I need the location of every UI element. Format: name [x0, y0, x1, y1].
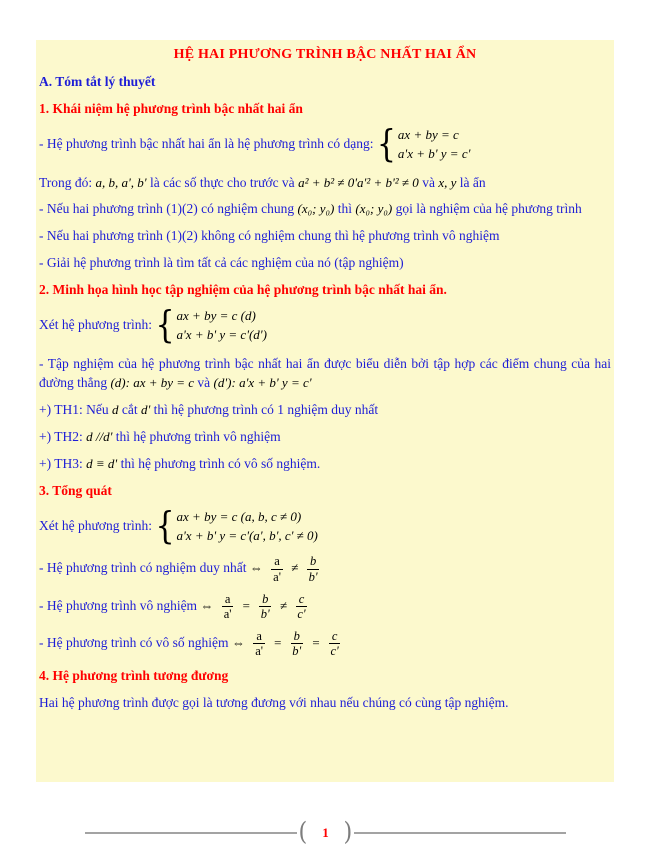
paragraph: [39, 72, 611, 91]
math-segment: ≠: [276, 597, 291, 613]
text-segment: gọi là nghiệm của hệ phương trình: [392, 201, 582, 217]
math-segment: ⇔: [231, 634, 249, 650]
paragraph: [39, 554, 611, 584]
page-footer: [0, 817, 651, 846]
equation-line: ax + by = c (a, b, c ≠ 0): [176, 509, 302, 525]
paragraph: [39, 253, 611, 272]
footer-bracket-right-icon: ): [343, 817, 353, 846]
math-segment: =: [308, 634, 324, 650]
paragraph: [39, 122, 611, 167]
footer-line-left: [85, 832, 297, 834]
text-segment: 1. Khái niệm hệ phương trình bậc nhất hai ẩn: [39, 100, 303, 116]
paragraph: [39, 99, 611, 118]
paragraph: [39, 400, 611, 419]
paragraph: [39, 427, 611, 446]
text-segment: 3. Tổng quát: [39, 482, 112, 498]
text-segment: 2. Minh họa hình học tập nghiệm của hệ phương trình bậc nhất hai ẩn.: [39, 281, 447, 297]
text-segment: Hai hệ phương trình được gọi là tương đương với nhau nếu chúng có cùng tập nghiệm.: [39, 694, 509, 710]
math-segment: d: [111, 401, 119, 417]
text-segment: thì hệ phương trình có 1 nghiệm duy nhất: [150, 401, 379, 417]
math-segment: =: [270, 634, 286, 650]
equation-line: ax + by = c: [397, 127, 459, 143]
fraction-denominator: a': [255, 644, 263, 659]
paragraph: [39, 666, 611, 685]
math-segment: a, b, a', b': [95, 174, 147, 190]
text-segment: - Nếu hai phương trình (1)(2) không có nghiệm chung thì hệ phương trình vô nghiệm: [39, 228, 500, 244]
fraction-numerator: a: [253, 629, 265, 644]
paragraph: [39, 354, 611, 393]
math-segment: (x₀; y₀): [297, 201, 335, 217]
text-segment: +) TH1: Nếu: [39, 401, 112, 417]
text-segment: - Tập nghiệm của hệ phương trình bậc nhất hai ẩn được biểu diễn bởi tập hợp các điểm chung của hai đường thẳng: [39, 355, 611, 390]
fraction: [258, 592, 273, 622]
fraction: [289, 629, 304, 659]
equation-lines: [177, 307, 267, 345]
paragraph: [39, 592, 611, 622]
text-segment: thì: [334, 201, 356, 217]
fraction-denominator: a': [273, 569, 281, 584]
math-segment: (d'): a'x + b' y = c': [213, 374, 312, 390]
fraction-numerator: b: [259, 592, 271, 607]
fraction-numerator: a: [222, 592, 234, 607]
text-segment: 4. Hệ phương trình tương đương: [39, 668, 229, 684]
fraction-denominator: b': [260, 607, 270, 621]
paragraph: [39, 226, 611, 245]
math-segment: ⇔: [200, 597, 217, 613]
math-segment: d //d': [86, 428, 113, 444]
text-segment: - Nếu hai phương trình (1)(2) có nghiệm chung: [39, 201, 298, 217]
text-segment: - Hệ phương trình có vô số nghiệm: [39, 634, 232, 650]
text-segment: Xét hệ phương trình:: [39, 518, 156, 534]
document-body: [39, 72, 611, 712]
math-segment: (d): ax + by = c: [110, 374, 195, 390]
paragraph: [39, 303, 611, 348]
fraction: [221, 592, 235, 622]
fraction: [252, 629, 266, 659]
text-segment: +) TH2:: [39, 428, 87, 444]
equation-lines: [398, 126, 470, 164]
document-title: HỆ HAI PHƯƠNG TRÌNH BẬC NHẤT HAI ẨN: [173, 47, 477, 62]
equation-line: a'x + b' y = c'(a', b', c' ≠ 0): [176, 528, 318, 544]
math-segment: d ≡ d': [86, 455, 118, 471]
fraction: [294, 592, 308, 622]
paragraph: [39, 504, 611, 549]
paragraph: [39, 454, 611, 473]
fraction-denominator: c': [330, 644, 339, 659]
fraction-denominator: c': [297, 607, 306, 621]
text-segment: Trong đó:: [39, 174, 96, 190]
text-segment: là các số thực cho trước và: [146, 174, 299, 190]
paragraph: [39, 481, 611, 500]
equation-system: [376, 122, 471, 167]
fraction-numerator: b: [307, 554, 319, 569]
paragraph: [39, 173, 611, 192]
math-segment: d': [140, 401, 151, 417]
fraction-denominator: a': [223, 607, 232, 621]
fraction-numerator: b: [291, 629, 303, 644]
fraction-denominator: b': [308, 569, 318, 584]
brace-icon: {: [155, 504, 175, 549]
fraction-denominator: b': [292, 644, 302, 659]
text-segment: +) TH3:: [39, 455, 87, 471]
fraction-numerator: c: [296, 592, 308, 607]
math-segment: =: [238, 597, 254, 613]
text-segment: và: [194, 374, 214, 390]
text-segment: Xét hệ phương trình:: [39, 317, 156, 333]
footer-bracket-left-icon: (: [298, 817, 308, 846]
text-segment: - Giải hệ phương trình là tìm tất cả các nghiệm của nó (tập nghiệm): [39, 255, 404, 271]
math-segment: ⇔: [249, 560, 267, 576]
math-segment: (x₀; y₀): [355, 201, 393, 217]
fraction: [270, 554, 284, 584]
math-segment: a² + b² ≠ 0'a'² + b'² ≠ 0: [298, 174, 419, 190]
page-number: 1: [322, 824, 329, 840]
text-segment: thì hệ phương trình vô nghiệm: [112, 428, 281, 444]
text-segment: là ẩn: [456, 174, 486, 190]
paragraph: [39, 629, 611, 659]
brace-icon: {: [155, 303, 175, 348]
text-segment: và: [418, 174, 439, 190]
fraction-numerator: a: [271, 554, 283, 569]
text-segment: cắt: [118, 401, 141, 417]
fraction-numerator: c: [329, 629, 341, 644]
paragraph: [39, 280, 611, 299]
equation-line: a'x + b' y = c'(d'): [176, 327, 267, 343]
footer-line-right: [354, 832, 566, 834]
equation-lines: [177, 508, 318, 546]
text-segment: - Hệ phương trình bậc nhất hai ẩn là hệ phương trình có dạng:: [39, 136, 377, 152]
brace-icon: {: [376, 122, 396, 167]
text-segment: thì hệ phương trình có vô số nghiệm.: [117, 455, 321, 471]
fraction: [306, 554, 321, 584]
text-segment: - Hệ phương trình vô nghiệm: [39, 597, 201, 613]
math-segment: ≠: [287, 560, 302, 576]
equation-line: ax + by = c (d): [176, 308, 256, 324]
text-segment: - Hệ phương trình có nghiệm duy nhất: [39, 560, 250, 576]
equation-system: [155, 504, 318, 549]
paragraph: [39, 199, 611, 218]
equation-system: [155, 303, 267, 348]
equation-line: a'x + b' y = c': [397, 146, 471, 162]
content-panel: [36, 40, 614, 782]
text-segment: A. Tóm tắt lý thuyết: [39, 74, 156, 89]
fraction: [328, 629, 342, 659]
math-segment: x, y: [438, 174, 457, 190]
paragraph: [39, 693, 611, 712]
